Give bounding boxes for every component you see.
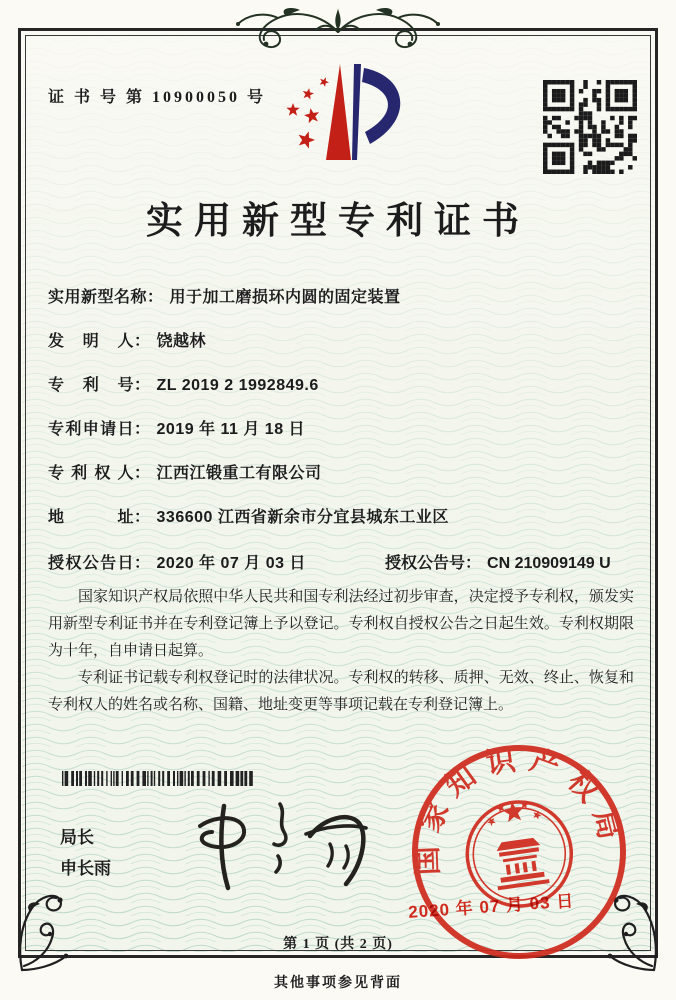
field-value: 2020 年 07 月 03 日 [156, 555, 306, 572]
field-colon: ： [134, 421, 151, 438]
field-inventor [48, 328, 206, 351]
field-value: 江西江锻重工有限公司 [156, 465, 322, 482]
barcode [62, 771, 254, 786]
field-colon: ： [134, 509, 151, 526]
certificate-title: 实用新型专利证书 [146, 201, 530, 242]
field-label: 授权公告号 [385, 555, 466, 572]
signer-name: 申长雨 [60, 859, 111, 878]
field-label: 专利权人 [48, 465, 134, 482]
field-colon: ： [134, 333, 151, 350]
seal-text: 国家知识产权局 [411, 743, 628, 876]
certificate-number: 证 书 号 第 10900050 号 [48, 89, 267, 106]
legal-text [48, 584, 634, 719]
signer-block [60, 822, 111, 884]
handwritten-signature [178, 792, 393, 897]
field-value: 饶越林 [156, 333, 207, 350]
footer-note: 其他事项参见背面 [274, 976, 402, 991]
field-colon: ： [465, 555, 482, 572]
field-value: 用于加工磨损环内圆的固定装置 [169, 289, 401, 306]
field-label: 实用新型名称 [48, 289, 148, 306]
field-colon: ： [134, 555, 151, 572]
field-colon: ： [134, 465, 151, 482]
field-label: 地址 [48, 509, 134, 526]
field-colon: ： [134, 377, 151, 394]
field-utility-model-name [48, 284, 401, 307]
field-label: 专利号 [48, 377, 134, 394]
field-colon: ： [147, 289, 164, 306]
field-patent-number [48, 372, 319, 395]
field-label: 专利申请日 [48, 421, 134, 438]
field-grant-date [48, 550, 306, 573]
seal-date: 2020 年 07 月 03 日 [407, 891, 575, 922]
field-value: ZL 2019 2 1992849.6 [156, 377, 319, 394]
field-label: 发明人 [48, 333, 134, 350]
page-indicator: 第 1 页 (共 2 页) [283, 937, 393, 952]
field-patentee [48, 460, 322, 483]
field-label: 授权公告日 [48, 555, 134, 572]
qr-code [543, 80, 637, 174]
field-grant-publication-number [385, 550, 611, 573]
field-address [48, 504, 449, 527]
field-filing-date [48, 416, 305, 439]
cnipa-logo-icon [266, 56, 418, 178]
field-value: 2019 年 11 月 18 日 [156, 421, 306, 438]
field-value: 336600 江西省新余市分宜县城东工业区 [156, 509, 449, 526]
legal-paragraph-2: 专利证书记载专利权登记时的法律状况。专利权的转移、质押、无效、终止、恢复和专利权人的姓名或名称、国籍、地址变更等事项记载在专利登记簿上。 [48, 670, 634, 713]
signer-title: 局长 [60, 828, 94, 847]
legal-paragraph-1: 国家知识产权局依照中华人民共和国专利法经过初步审查，决定授予专利权，颁发实用新型专利证书并在专利登记簿上予以登记。专利权自授权公告之日起生效。专利权期限为十年，自申请日起算。 [48, 589, 634, 659]
field-value: CN 210909149 U [487, 555, 611, 572]
